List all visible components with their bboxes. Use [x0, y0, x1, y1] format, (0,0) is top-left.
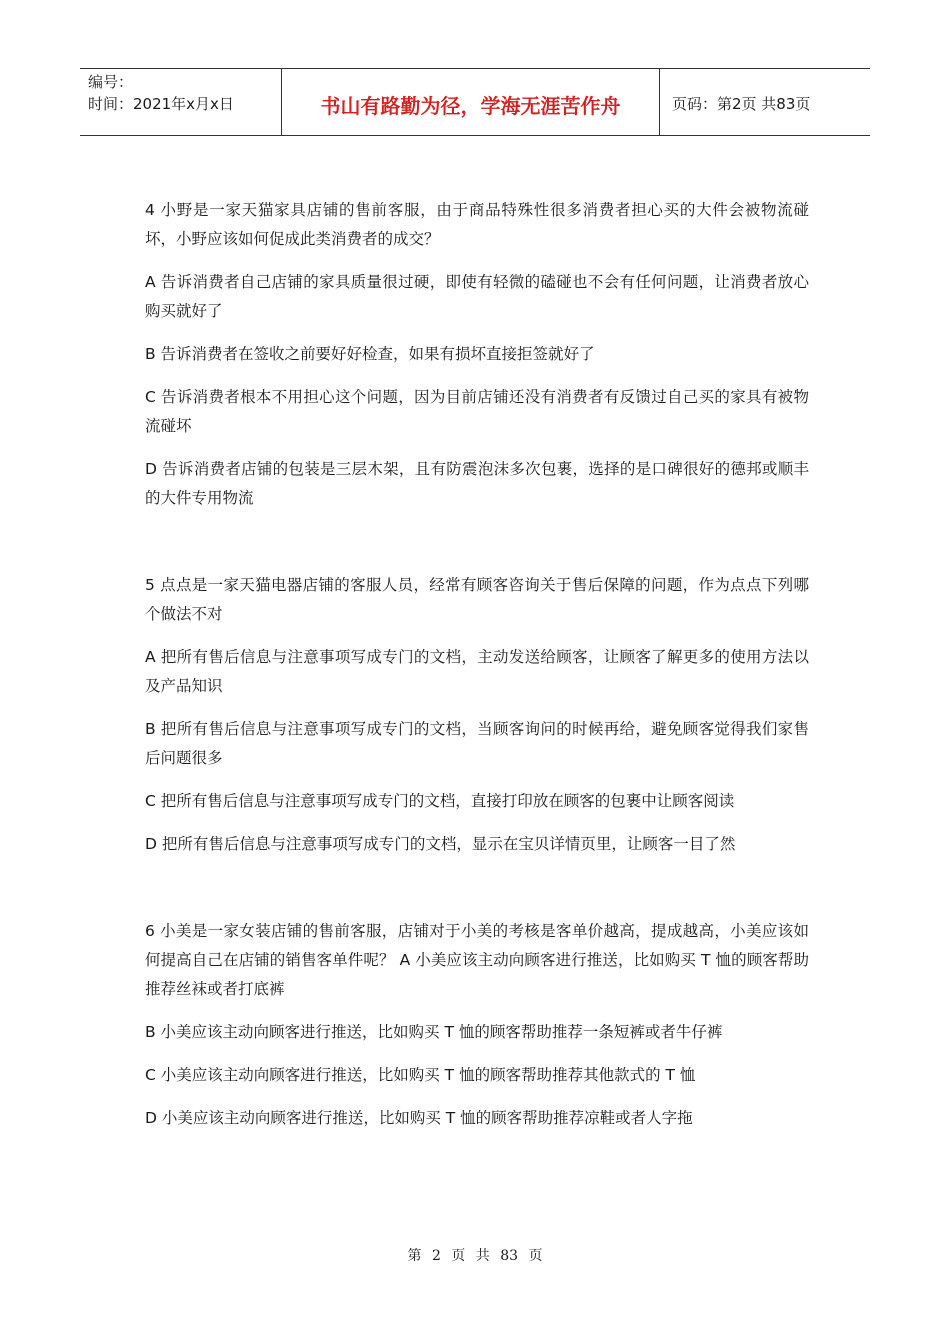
question-block [145, 917, 809, 1133]
question-option: B 小美应该主动向顾客进行推送，比如购买 T 恤的顾客帮助推荐一条短裤或者牛仔裤 [145, 1023, 723, 1041]
page-header [80, 68, 870, 136]
question-content [145, 196, 809, 1147]
question-option: B 把所有售后信息与注意事项写成专门的文档，当顾客询问的时候再给，避免顾客觉得我们家售后问题很多 [145, 720, 809, 767]
page-footer: 第 2 页 共 83 页 [407, 1248, 543, 1264]
question-option: C 告诉消费者根本不用担心这个问题，因为目前店铺还没有消费者有反馈过自己买的家具有被物流碰坏 [145, 388, 809, 435]
question-spacer [145, 873, 809, 917]
doc-number-label: 编号： [88, 73, 134, 91]
question-option: A 告诉消费者自己店铺的家具质量很过硬，即使有轻微的磕碰也不会有任何问题，让消费者放心购买就好了 [145, 273, 809, 320]
header-motto: 书山有路勤为径，学海无涯苦作舟 [282, 69, 660, 135]
question-option: C 小美应该主动向顾客进行推送，比如购买 T 恤的顾客帮助推荐其他款式的 T 恤 [145, 1066, 696, 1084]
question-stem: 5 点点是一家天猫电器店铺的客服人员，经常有顾客咨询关于售后保障的问题，作为点点下列哪个做法不对 [145, 576, 809, 623]
question-option: C 把所有售后信息与注意事项写成专门的文档，直接打印放在顾客的包裹中让顾客阅读 [145, 792, 735, 810]
question-stem: 6 小美是一家女装店铺的售前客服，店铺对于小美的考核是客单价越高，提成越高，小美应该如何提高自己在店铺的销售客单件呢？ A 小美应该主动向顾客进行推送，比如购买 T 恤的顾客帮助推荐丝袜或者打底裤 [145, 922, 809, 998]
question-block [145, 196, 809, 513]
question-option: A 把所有售后信息与注意事项写成专门的文档，主动发送给顾客，让顾客了解更多的使用方法以及产品知识 [145, 648, 809, 695]
question-option: D 把所有售后信息与注意事项写成专门的文档，显示在宝贝详情页里，让顾客一目了然 [145, 835, 736, 853]
doc-time-label: 时间：2021年x月x日 [88, 95, 234, 113]
question-spacer [145, 527, 809, 571]
question-block [145, 571, 809, 859]
question-stem: 4 小野是一家天猫家具店铺的售前客服，由于商品特殊性很多消费者担心买的大件会被物流碰坏，小野应该如何促成此类消费者的成交？ [145, 201, 809, 248]
question-option: D 小美应该主动向顾客进行推送，比如购买 T 恤的顾客帮助推荐凉鞋或者人字拖 [145, 1109, 693, 1127]
question-option: B 告诉消费者在签收之前要好好检查，如果有损坏直接拒签就好了 [145, 345, 595, 363]
header-page-info: 页码：第2页 共83页 [672, 94, 811, 113]
question-option: D 告诉消费者店铺的包装是三层木架，且有防震泡沫多次包裹，选择的是口碑很好的德邦或顺丰的大件专用物流 [145, 460, 809, 507]
header-meta [80, 69, 282, 135]
